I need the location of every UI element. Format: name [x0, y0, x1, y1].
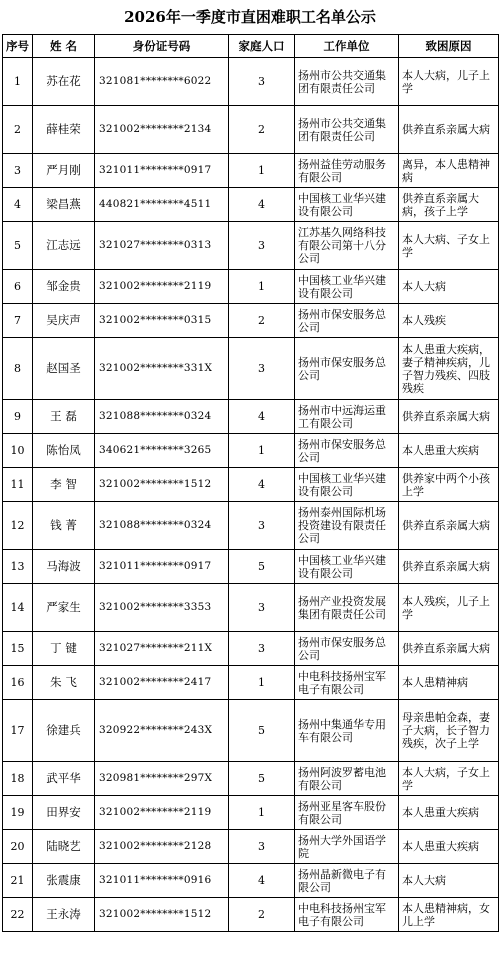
- table-row: [3, 666, 499, 700]
- table-row: [3, 304, 499, 338]
- cell-no: 22: [3, 898, 33, 932]
- cell-name: 王 磊: [33, 400, 95, 434]
- table-row: [3, 270, 499, 304]
- cell-work-unit: 江苏基久网络科技有限公司第十八分公司: [295, 222, 399, 270]
- cell-work-unit: 中国核工业华兴建设有限公司: [295, 550, 399, 584]
- cell-work-unit: 中电科技扬州宝军电子有限公司: [295, 666, 399, 700]
- table-row: [3, 58, 499, 106]
- cell-no: 1: [3, 58, 33, 106]
- cell-household-size: 1: [229, 666, 295, 700]
- cell-work-unit: 扬州市保安服务总公司: [295, 304, 399, 338]
- cell-household-size: 3: [229, 632, 295, 666]
- cell-work-unit: 扬州市公共交通集团有限责任公司: [295, 58, 399, 106]
- cell-id-number: 321002********0315: [95, 304, 229, 338]
- cell-work-unit: 中国核工业华兴建设有限公司: [295, 468, 399, 502]
- cell-hardship-reason: 供养直系亲属大病: [399, 106, 499, 154]
- cell-household-size: 3: [229, 338, 295, 400]
- cell-name: 李 智: [33, 468, 95, 502]
- cell-hardship-reason: 本人大病、子女上学: [399, 222, 499, 270]
- cell-name: 严家生: [33, 584, 95, 632]
- cell-no: 2: [3, 106, 33, 154]
- cell-id-number: 321002********2119: [95, 796, 229, 830]
- cell-hardship-reason: 供养直系亲属大病: [399, 550, 499, 584]
- table-row: [3, 632, 499, 666]
- cell-hardship-reason: 供养直系亲属大病: [399, 502, 499, 550]
- cell-hardship-reason: 本人大病: [399, 864, 499, 898]
- table-row: [3, 154, 499, 188]
- table-row: [3, 400, 499, 434]
- cell-household-size: 3: [229, 830, 295, 864]
- cell-id-number: 340621********3265: [95, 434, 229, 468]
- cell-hardship-reason: 本人患精神病: [399, 666, 499, 700]
- cell-household-size: 2: [229, 304, 295, 338]
- cell-no: 13: [3, 550, 33, 584]
- table-row: [3, 830, 499, 864]
- cell-no: 12: [3, 502, 33, 550]
- table-row: [3, 700, 499, 762]
- cell-work-unit: 扬州中集通华专用车有限公司: [295, 700, 399, 762]
- table-row: [3, 222, 499, 270]
- cell-work-unit: 扬州市保安服务总公司: [295, 338, 399, 400]
- table-row: [3, 762, 499, 796]
- cell-id-number: 321081********6022: [95, 58, 229, 106]
- cell-name: 苏在花: [33, 58, 95, 106]
- header-household: 家庭人口: [229, 35, 295, 58]
- cell-hardship-reason: 供养直系亲属大病，孩子上学: [399, 188, 499, 222]
- cell-work-unit: 扬州市中远海运重工有限公司: [295, 400, 399, 434]
- cell-name: 薛桂荣: [33, 106, 95, 154]
- header-unit: 工作单位: [295, 35, 399, 58]
- cell-no: 5: [3, 222, 33, 270]
- cell-hardship-reason: 本人患重大疾病: [399, 830, 499, 864]
- cell-id-number: 321027********0313: [95, 222, 229, 270]
- cell-no: 7: [3, 304, 33, 338]
- cell-hardship-reason: 离异，本人患精神病: [399, 154, 499, 188]
- header-reason: 致困原因: [399, 35, 499, 58]
- cell-name: 马海波: [33, 550, 95, 584]
- cell-no: 14: [3, 584, 33, 632]
- cell-id-number: 321027********211X: [95, 632, 229, 666]
- cell-work-unit: 扬州晶新微电子有限公司: [295, 864, 399, 898]
- cell-hardship-reason: 本人大病，子女上学: [399, 762, 499, 796]
- cell-name: 徐建兵: [33, 700, 95, 762]
- cell-work-unit: 扬州市保安服务总公司: [295, 434, 399, 468]
- cell-household-size: 2: [229, 106, 295, 154]
- cell-household-size: 3: [229, 502, 295, 550]
- table-row: [3, 338, 499, 400]
- cell-name: 江志远: [33, 222, 95, 270]
- table-row: [3, 188, 499, 222]
- cell-name: 赵国圣: [33, 338, 95, 400]
- table-row: [3, 502, 499, 550]
- cell-household-size: 4: [229, 864, 295, 898]
- cell-name: 梁昌燕: [33, 188, 95, 222]
- cell-hardship-reason: 母亲患帕金森，妻子大病，长子智力残疾，次子上学: [399, 700, 499, 762]
- table-row: [3, 864, 499, 898]
- cell-name: 严月刚: [33, 154, 95, 188]
- cell-id-number: 321011********0917: [95, 550, 229, 584]
- cell-id-number: 321088********0324: [95, 502, 229, 550]
- table-row: [3, 796, 499, 830]
- cell-no: 18: [3, 762, 33, 796]
- cell-id-number: 321002********1512: [95, 468, 229, 502]
- table-body: [3, 58, 499, 932]
- cell-hardship-reason: 本人大病，儿子上学: [399, 58, 499, 106]
- header-no: 序号: [3, 35, 33, 58]
- cell-name: 吴庆声: [33, 304, 95, 338]
- cell-hardship-reason: 本人患精神病，女儿上学: [399, 898, 499, 932]
- table-row: [3, 898, 499, 932]
- header-id: 身份证号码: [95, 35, 229, 58]
- cell-work-unit: 扬州亚星客车股份有限公司: [295, 796, 399, 830]
- cell-hardship-reason: 供养直系亲属大病: [399, 632, 499, 666]
- cell-name: 武平华: [33, 762, 95, 796]
- cell-household-size: 4: [229, 468, 295, 502]
- cell-work-unit: 扬州益佳劳动服务有限公司: [295, 154, 399, 188]
- cell-household-size: 1: [229, 154, 295, 188]
- table-row: [3, 584, 499, 632]
- cell-id-number: 321011********0917: [95, 154, 229, 188]
- cell-id-number: 321002********1512: [95, 898, 229, 932]
- cell-no: 6: [3, 270, 33, 304]
- cell-id-number: 321011********0916: [95, 864, 229, 898]
- table-row: [3, 106, 499, 154]
- cell-household-size: 3: [229, 222, 295, 270]
- cell-household-size: 5: [229, 700, 295, 762]
- cell-household-size: 3: [229, 58, 295, 106]
- cell-no: 8: [3, 338, 33, 400]
- cell-work-unit: 扬州大学外国语学院: [295, 830, 399, 864]
- cell-name: 丁 键: [33, 632, 95, 666]
- cell-household-size: 1: [229, 796, 295, 830]
- cell-work-unit: 扬州市公共交通集团有限责任公司: [295, 106, 399, 154]
- cell-no: 17: [3, 700, 33, 762]
- cell-id-number: 320922********243X: [95, 700, 229, 762]
- cell-hardship-reason: 本人患重大疾病: [399, 434, 499, 468]
- cell-id-number: 440821********4511: [95, 188, 229, 222]
- cell-work-unit: 扬州市保安服务总公司: [295, 632, 399, 666]
- cell-hardship-reason: 本人残疾，儿子上学: [399, 584, 499, 632]
- cell-no: 9: [3, 400, 33, 434]
- cell-work-unit: 扬州泰州国际机场投资建设有限责任公司: [295, 502, 399, 550]
- cell-work-unit: 扬州产业投资发展集团有限责任公司: [295, 584, 399, 632]
- cell-id-number: 321002********2119: [95, 270, 229, 304]
- cell-id-number: 321002********2134: [95, 106, 229, 154]
- cell-id-number: 321088********0324: [95, 400, 229, 434]
- cell-id-number: 321002********3353: [95, 584, 229, 632]
- cell-no: 20: [3, 830, 33, 864]
- cell-no: 11: [3, 468, 33, 502]
- cell-name: 朱 飞: [33, 666, 95, 700]
- header-name: 姓 名: [33, 35, 95, 58]
- cell-household-size: 5: [229, 550, 295, 584]
- cell-hardship-reason: 本人患重大疾病，妻子精神疾病，儿子智力残疾、四肢残疾: [399, 338, 499, 400]
- cell-household-size: 3: [229, 584, 295, 632]
- cell-household-size: 4: [229, 188, 295, 222]
- cell-hardship-reason: 本人患重大疾病: [399, 796, 499, 830]
- cell-no: 4: [3, 188, 33, 222]
- cell-no: 15: [3, 632, 33, 666]
- cell-household-size: 2: [229, 898, 295, 932]
- cell-work-unit: 中国核工业华兴建设有限公司: [295, 188, 399, 222]
- cell-work-unit: 扬州阿波罗蓄电池有限公司: [295, 762, 399, 796]
- table-header-row: [3, 35, 499, 58]
- cell-no: 21: [3, 864, 33, 898]
- cell-hardship-reason: 供养家中两个小孩上学: [399, 468, 499, 502]
- cell-no: 3: [3, 154, 33, 188]
- cell-name: 陈怡凤: [33, 434, 95, 468]
- table-row: [3, 550, 499, 584]
- cell-household-size: 4: [229, 400, 295, 434]
- cell-name: 钱 菁: [33, 502, 95, 550]
- cell-hardship-reason: 供养直系亲属大病: [399, 400, 499, 434]
- cell-id-number: 321002********2417: [95, 666, 229, 700]
- cell-work-unit: 中国核工业华兴建设有限公司: [295, 270, 399, 304]
- cell-hardship-reason: 本人大病: [399, 270, 499, 304]
- table-row: [3, 434, 499, 468]
- table-row: [3, 468, 499, 502]
- roster-table: [2, 34, 499, 932]
- cell-no: 10: [3, 434, 33, 468]
- cell-id-number: 321002********331X: [95, 338, 229, 400]
- cell-household-size: 5: [229, 762, 295, 796]
- cell-name: 陆晓艺: [33, 830, 95, 864]
- cell-name: 张震康: [33, 864, 95, 898]
- cell-household-size: 1: [229, 434, 295, 468]
- page-title: 2026年一季度市直困难职工名单公示: [124, 8, 376, 26]
- cell-id-number: 321002********2128: [95, 830, 229, 864]
- cell-household-size: 1: [229, 270, 295, 304]
- cell-work-unit: 中电科技扬州宝军电子有限公司: [295, 898, 399, 932]
- cell-name: 田界安: [33, 796, 95, 830]
- cell-id-number: 320981********297X: [95, 762, 229, 796]
- cell-hardship-reason: 本人残疾: [399, 304, 499, 338]
- cell-name: 王永涛: [33, 898, 95, 932]
- cell-no: 19: [3, 796, 33, 830]
- cell-no: 16: [3, 666, 33, 700]
- cell-name: 邹金贵: [33, 270, 95, 304]
